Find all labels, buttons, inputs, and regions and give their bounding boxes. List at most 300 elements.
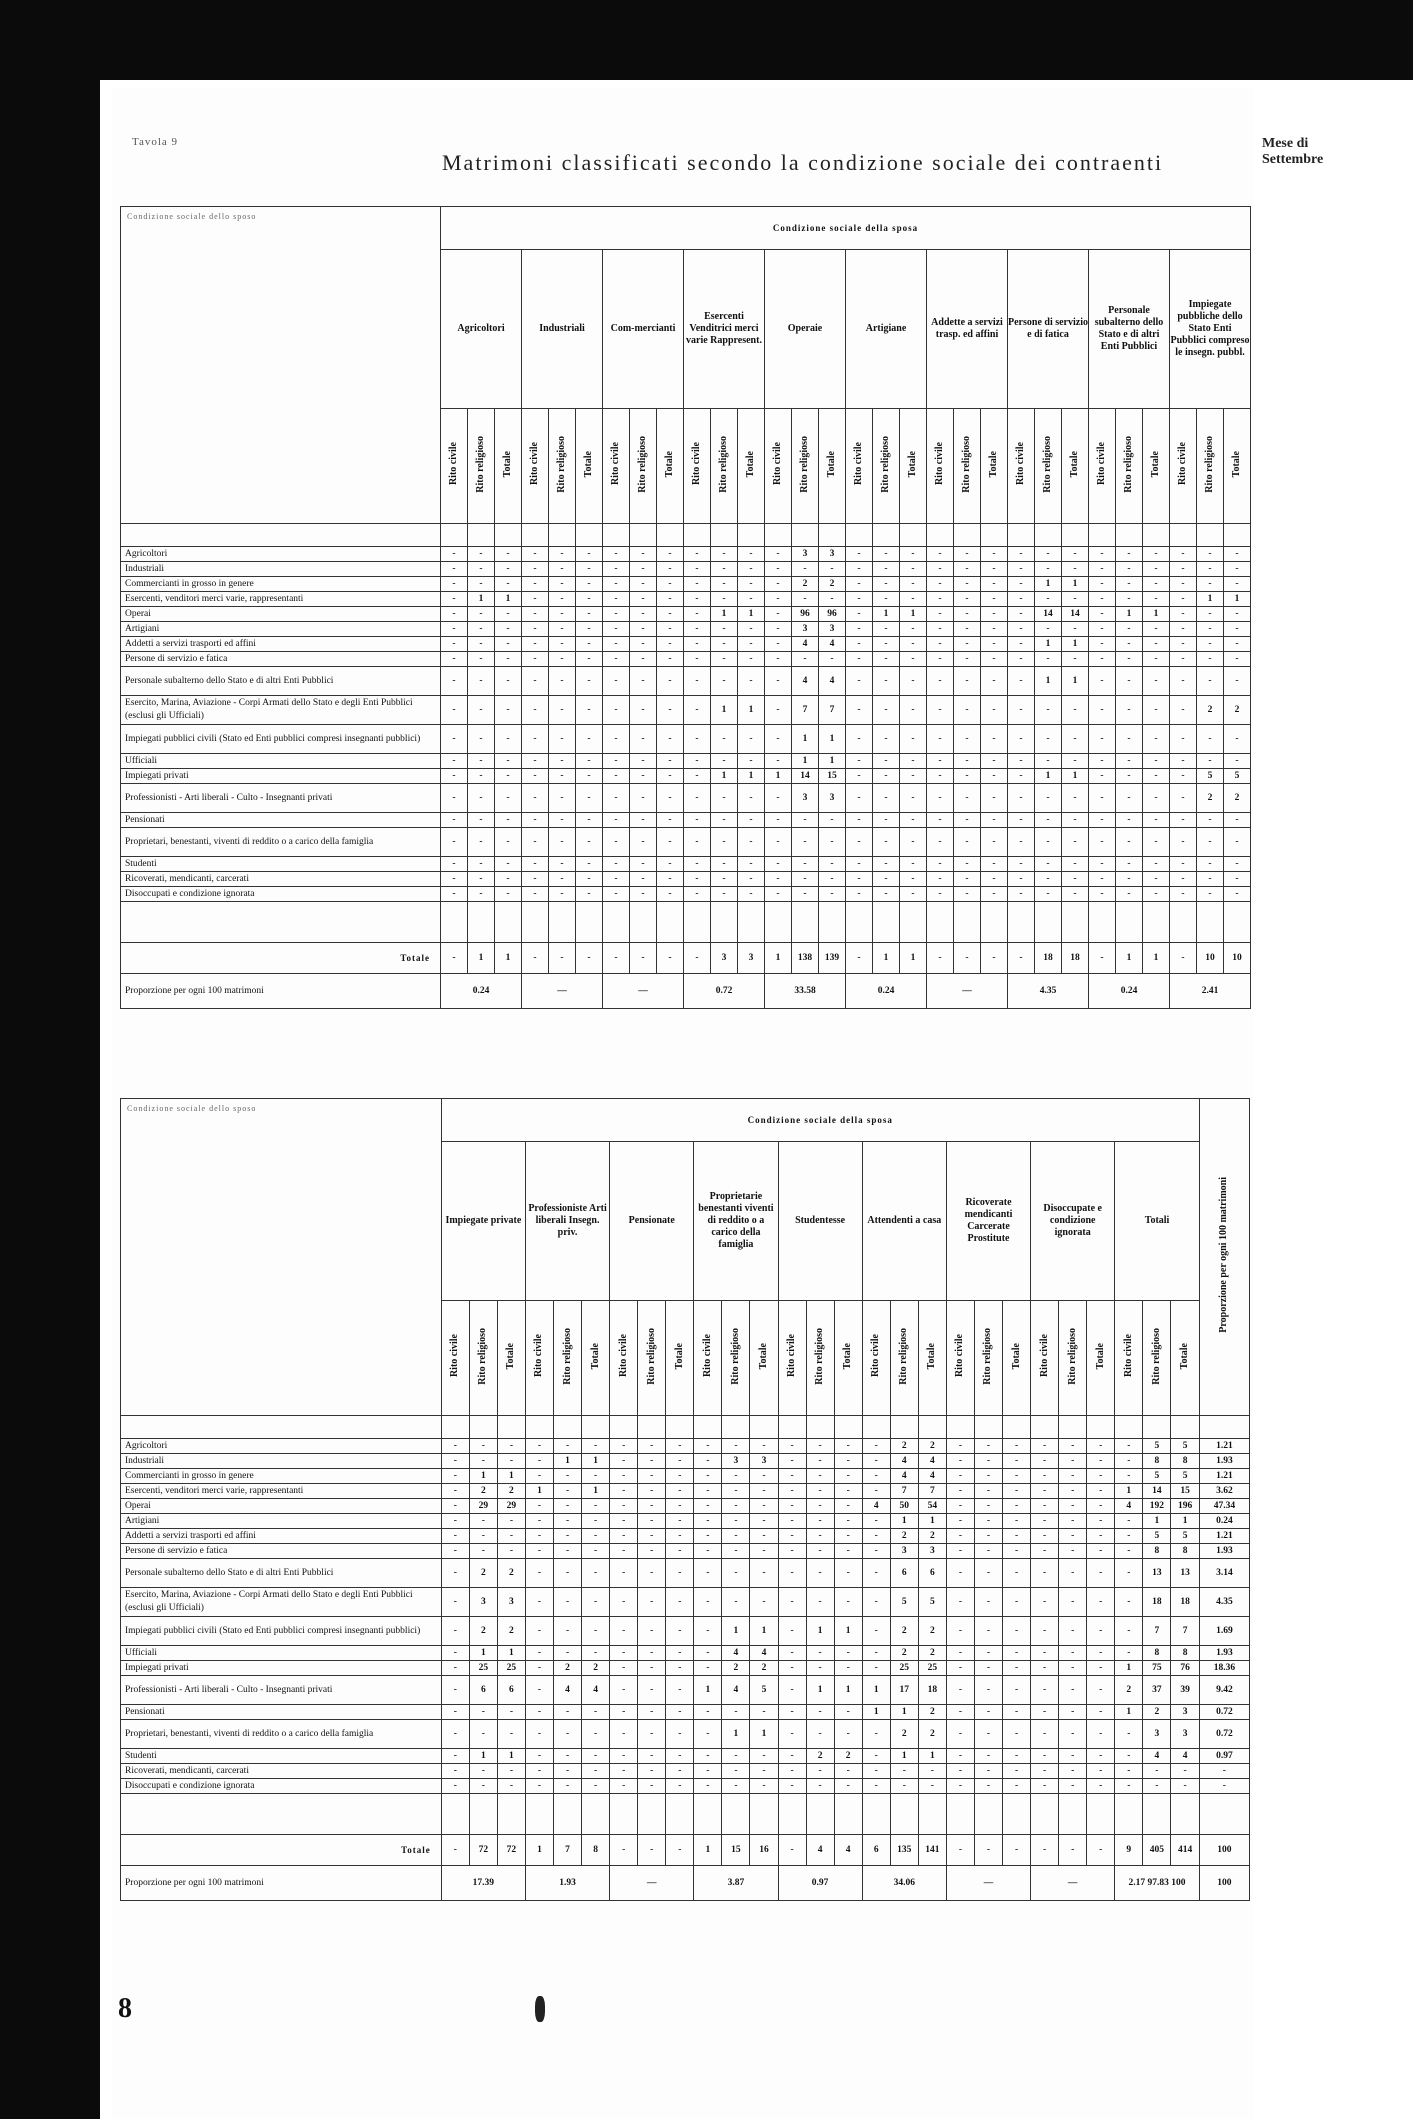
data-cell: - <box>657 622 684 637</box>
data-cell: - <box>1170 769 1197 784</box>
data-cell: - <box>873 562 900 577</box>
spacer-cell <box>469 1416 497 1439</box>
data-cell: - <box>927 547 954 562</box>
data-cell: - <box>1035 547 1062 562</box>
data-cell: - <box>638 1764 666 1779</box>
subcolumn-header <box>576 409 603 524</box>
proportion-cell: 17.39 <box>441 1866 525 1901</box>
data-cell: - <box>1035 887 1062 902</box>
data-cell: - <box>778 1749 806 1764</box>
data-cell: - <box>638 1544 666 1559</box>
data-cell: - <box>554 1439 582 1454</box>
data-cell: - <box>610 1661 638 1676</box>
total-cell: 1 <box>468 943 495 974</box>
data-cell: - <box>1035 592 1062 607</box>
data-cell: 5 <box>1197 769 1224 784</box>
spacer-cell <box>1116 902 1143 943</box>
data-cell: - <box>610 1617 638 1646</box>
total-cell: - <box>441 943 468 974</box>
data-cell: - <box>630 622 657 637</box>
data-cell: - <box>554 1514 582 1529</box>
subcolumn-label: Rito religioso <box>1123 435 1134 493</box>
data-cell: - <box>441 813 468 828</box>
data-cell: - <box>1059 1617 1087 1646</box>
spacer-cell <box>900 524 927 547</box>
subcolumn-label: Rito civile <box>870 1334 882 1378</box>
subcolumn-header <box>1062 409 1089 524</box>
data-cell: - <box>522 562 549 577</box>
spacer-cell <box>918 1794 946 1835</box>
page-number: 8 <box>118 1993 132 2024</box>
subcolumn-header <box>873 409 900 524</box>
data-cell: - <box>666 1588 694 1617</box>
data-cell: - <box>582 1559 610 1588</box>
data-cell: - <box>1197 828 1224 857</box>
subcolumn-label: Rito religioso <box>1150 1327 1162 1385</box>
data-cell: - <box>738 828 765 857</box>
data-cell: - <box>750 1544 778 1559</box>
spacer-cell <box>441 1794 469 1835</box>
data-cell: - <box>738 813 765 828</box>
spacer-cell <box>1170 524 1197 547</box>
data-cell: - <box>522 652 549 667</box>
data-cell: - <box>819 652 846 667</box>
data-cell: - <box>694 1661 722 1676</box>
data-cell: - <box>441 1617 469 1646</box>
spacer-cell <box>582 1794 610 1835</box>
data-cell: - <box>694 1646 722 1661</box>
subcolumn-label: Totale <box>1179 1342 1191 1370</box>
data-cell: - <box>1035 872 1062 887</box>
data-cell: 5 <box>1171 1439 1199 1454</box>
data-cell: - <box>1089 887 1116 902</box>
data-cell: - <box>1224 667 1251 696</box>
row-label: Ufficiali <box>121 754 441 769</box>
data-cell: - <box>582 1588 610 1617</box>
data-cell: - <box>1197 725 1224 754</box>
data-cell: - <box>974 1559 1002 1588</box>
row-label: Commercianti in grosso in genere <box>121 577 441 592</box>
data-cell: - <box>1008 828 1035 857</box>
subcolumn-label: Totale <box>502 450 513 478</box>
row-label: Artigiani <box>121 622 441 637</box>
data-cell: - <box>1059 1454 1087 1469</box>
data-cell: - <box>657 592 684 607</box>
data-cell: 14 <box>1062 607 1089 622</box>
data-cell: - <box>1059 1544 1087 1559</box>
data-cell: - <box>974 1454 1002 1469</box>
data-cell: - <box>1170 784 1197 813</box>
data-cell: 2 <box>806 1749 834 1764</box>
table-row <box>121 813 1251 828</box>
data-cell: - <box>549 652 576 667</box>
data-cell: - <box>638 1514 666 1529</box>
data-cell: - <box>1008 754 1035 769</box>
spacer-cell <box>525 1416 553 1439</box>
table-number: Tavola 9 <box>132 136 179 148</box>
data-cell: 96 <box>792 607 819 622</box>
data-cell: - <box>549 562 576 577</box>
proportion-column-label: Proporzione per ogni 100 matrimoni <box>1218 1177 1230 1333</box>
data-cell: - <box>468 547 495 562</box>
data-cell: 4 <box>819 637 846 652</box>
data-cell: - <box>738 667 765 696</box>
data-cell: - <box>806 1454 834 1469</box>
data-cell: 1 <box>1116 607 1143 622</box>
data-cell: - <box>582 1514 610 1529</box>
data-cell: - <box>1116 872 1143 887</box>
total-cell: - <box>666 1835 694 1866</box>
spacer-cell <box>1197 524 1224 547</box>
data-cell: - <box>441 1720 469 1749</box>
spacer-row <box>121 524 1251 547</box>
data-cell: - <box>610 1676 638 1705</box>
data-cell: - <box>711 622 738 637</box>
data-cell: - <box>1116 857 1143 872</box>
subcolumn-header <box>806 1301 834 1416</box>
data-cell: 75 <box>1143 1661 1171 1676</box>
data-cell: - <box>778 1676 806 1705</box>
data-cell: 7 <box>918 1484 946 1499</box>
proportion-cell: 3.87 <box>694 1866 778 1901</box>
column-header-6: Ricoverate mendicanti Carcerate Prostitute <box>946 1142 1030 1301</box>
data-cell: 2 <box>554 1661 582 1676</box>
data-cell: - <box>441 607 468 622</box>
data-cell: - <box>549 637 576 652</box>
data-cell: - <box>684 592 711 607</box>
data-cell: - <box>525 1646 553 1661</box>
data-cell: - <box>1089 622 1116 637</box>
data-cell: - <box>1087 1661 1115 1676</box>
spacer-cell <box>576 902 603 943</box>
data-cell: - <box>694 1720 722 1749</box>
data-cell: - <box>1035 784 1062 813</box>
data-cell: - <box>765 637 792 652</box>
table-row <box>121 1514 1250 1529</box>
data-cell: - <box>576 637 603 652</box>
data-cell: 5 <box>890 1588 918 1617</box>
data-cell: - <box>638 1705 666 1720</box>
total-cell: - <box>441 1835 469 1866</box>
data-cell: - <box>1008 667 1035 696</box>
data-cell: - <box>582 1646 610 1661</box>
data-cell: 1 <box>1035 577 1062 592</box>
data-cell: - <box>981 637 1008 652</box>
data-cell: 1 <box>1115 1484 1143 1499</box>
data-cell: - <box>765 828 792 857</box>
data-cell: - <box>927 872 954 887</box>
data-cell: - <box>1170 637 1197 652</box>
data-cell: - <box>554 1529 582 1544</box>
data-cell: - <box>638 1617 666 1646</box>
data-cell: 1 <box>711 607 738 622</box>
data-cell: - <box>694 1529 722 1544</box>
data-cell: - <box>1143 828 1170 857</box>
subcolumn-label: Totale <box>589 1342 601 1370</box>
subcolumn-header <box>1170 409 1197 524</box>
data-cell: - <box>1143 872 1170 887</box>
data-cell: - <box>610 1705 638 1720</box>
total-cell: 8 <box>582 1835 610 1866</box>
data-cell: - <box>778 1469 806 1484</box>
data-cell: - <box>927 696 954 725</box>
data-cell: - <box>1116 769 1143 784</box>
data-cell: - <box>1170 828 1197 857</box>
spacer-cell <box>1116 524 1143 547</box>
data-cell: - <box>610 1749 638 1764</box>
data-cell: - <box>974 1676 1002 1705</box>
row-header-label: Condizione sociale dello sposo <box>121 207 441 524</box>
data-cell: - <box>497 1705 525 1720</box>
data-cell: - <box>981 547 1008 562</box>
data-cell: - <box>1087 1469 1115 1484</box>
data-cell: 5 <box>750 1676 778 1705</box>
data-cell: - <box>630 784 657 813</box>
data-cell: 1 <box>792 754 819 769</box>
data-cell: - <box>468 652 495 667</box>
data-cell: - <box>1115 1720 1143 1749</box>
data-cell: - <box>468 769 495 784</box>
subcolumn-header <box>603 409 630 524</box>
table-row <box>121 562 1251 577</box>
data-cell: - <box>1008 637 1035 652</box>
subcolumn-header <box>468 409 495 524</box>
data-cell: - <box>900 784 927 813</box>
data-cell: - <box>750 1514 778 1529</box>
data-cell: - <box>638 1499 666 1514</box>
data-cell: - <box>525 1749 553 1764</box>
data-cell: 4 <box>890 1454 918 1469</box>
data-cell: - <box>806 1559 834 1588</box>
data-cell: - <box>525 1529 553 1544</box>
data-cell: 37 <box>1143 1676 1171 1705</box>
data-cell: - <box>981 667 1008 696</box>
data-cell: - <box>1003 1720 1031 1749</box>
subcolumn-label: Rito religioso <box>556 435 567 493</box>
data-cell: - <box>684 622 711 637</box>
data-cell: - <box>1008 696 1035 725</box>
data-cell: - <box>694 1469 722 1484</box>
data-cell: - <box>834 1646 862 1661</box>
data-cell: - <box>1003 1749 1031 1764</box>
data-cell: - <box>1031 1499 1059 1514</box>
table-row <box>121 872 1251 887</box>
data-cell: - <box>497 1439 525 1454</box>
data-cell: - <box>603 857 630 872</box>
data-cell: - <box>684 652 711 667</box>
table-row <box>121 769 1251 784</box>
data-cell: - <box>441 1499 469 1514</box>
data-cell: 1 <box>738 696 765 725</box>
subcolumn-header <box>927 409 954 524</box>
data-cell: - <box>630 872 657 887</box>
data-cell: - <box>549 784 576 813</box>
data-cell: - <box>468 872 495 887</box>
table-row <box>121 1454 1250 1469</box>
data-cell: - <box>638 1469 666 1484</box>
data-cell: - <box>792 592 819 607</box>
data-cell: - <box>1035 622 1062 637</box>
data-cell: - <box>1171 1764 1199 1779</box>
data-cell: - <box>549 813 576 828</box>
data-cell: - <box>1031 1588 1059 1617</box>
data-cell: - <box>1087 1617 1115 1646</box>
data-cell: - <box>1116 562 1143 577</box>
data-cell: 18 <box>1143 1588 1171 1617</box>
spacer-cell <box>525 1794 553 1835</box>
data-cell: - <box>554 1588 582 1617</box>
data-cell: - <box>1143 592 1170 607</box>
data-cell: - <box>610 1469 638 1484</box>
data-cell: - <box>1031 1454 1059 1469</box>
spacer-cell <box>750 1794 778 1835</box>
data-cell: - <box>1115 1514 1143 1529</box>
data-cell: - <box>900 828 927 857</box>
data-cell: - <box>603 622 630 637</box>
subcolumn-label: Rito civile <box>691 442 702 486</box>
data-cell: - <box>765 725 792 754</box>
data-cell: - <box>1115 1764 1143 1779</box>
data-cell: 4 <box>582 1676 610 1705</box>
data-cell: - <box>873 857 900 872</box>
data-cell: - <box>610 1646 638 1661</box>
spacer-cell <box>121 524 441 547</box>
total-cell: - <box>1003 1835 1031 1866</box>
column-header-6: Addette a servizi trasp. ed affini <box>927 250 1008 409</box>
data-cell: - <box>873 784 900 813</box>
data-cell: - <box>954 784 981 813</box>
data-cell: - <box>927 754 954 769</box>
data-cell: 1 <box>722 1720 750 1749</box>
subcolumn-header <box>495 409 522 524</box>
data-cell: - <box>846 622 873 637</box>
data-cell: - <box>778 1720 806 1749</box>
data-cell: - <box>554 1705 582 1720</box>
data-cell: - <box>974 1469 1002 1484</box>
total-cell: - <box>1008 943 1035 974</box>
row-header-label: Condizione sociale dello sposo <box>121 1099 442 1416</box>
data-cell: 2 <box>469 1559 497 1588</box>
column-header-7: Persone di servizio e di fatica <box>1008 250 1089 409</box>
spacer-cell <box>806 1416 834 1439</box>
total-cell: - <box>657 943 684 974</box>
data-cell: - <box>576 754 603 769</box>
document-page <box>112 88 1324 2119</box>
data-cell: - <box>468 725 495 754</box>
data-cell: - <box>846 828 873 857</box>
data-cell: 4 <box>1115 1499 1143 1514</box>
data-cell: - <box>1170 754 1197 769</box>
data-cell: - <box>722 1529 750 1544</box>
data-cell: - <box>1087 1544 1115 1559</box>
spacer-cell <box>1035 902 1062 943</box>
total-cell: 1 <box>1143 943 1170 974</box>
data-cell: - <box>722 1484 750 1499</box>
spacer-cell <box>750 1416 778 1439</box>
data-cell: 1 <box>862 1705 890 1720</box>
spacer-cell <box>873 524 900 547</box>
data-cell: - <box>638 1646 666 1661</box>
row-label: Impiegati pubblici civili (Stato ed Enti pubblici compresi insegnanti pubblici) <box>121 1617 442 1646</box>
spacer-cell <box>738 902 765 943</box>
data-cell: - <box>694 1779 722 1794</box>
data-cell: - <box>694 1749 722 1764</box>
data-cell: - <box>549 696 576 725</box>
data-cell: - <box>1089 592 1116 607</box>
subcolumn-label: Totale <box>826 450 837 478</box>
data-cell: - <box>549 547 576 562</box>
data-cell: - <box>819 592 846 607</box>
spacer-cell <box>981 902 1008 943</box>
data-cell: - <box>1087 1676 1115 1705</box>
data-cell: - <box>900 562 927 577</box>
data-cell: - <box>900 754 927 769</box>
data-cell: - <box>711 562 738 577</box>
spacer-cell <box>522 524 549 547</box>
data-cell: 14 <box>1035 607 1062 622</box>
spacer-cell <box>765 524 792 547</box>
data-cell: - <box>834 1661 862 1676</box>
row-label: Operai <box>121 607 441 622</box>
data-cell: - <box>694 1705 722 1720</box>
data-cell: - <box>522 725 549 754</box>
subcolumn-header <box>738 409 765 524</box>
data-cell: - <box>1197 562 1224 577</box>
data-cell: - <box>603 592 630 607</box>
data-cell: - <box>630 813 657 828</box>
subcolumn-header <box>469 1301 497 1416</box>
table-row <box>121 1779 1250 1794</box>
column-header-5: Attendenti a casa <box>862 1142 946 1301</box>
data-cell: - <box>1143 857 1170 872</box>
data-cell: - <box>657 887 684 902</box>
data-cell: - <box>946 1676 974 1705</box>
data-cell: - <box>638 1676 666 1705</box>
data-cell: - <box>765 547 792 562</box>
data-cell: 4 <box>1143 1749 1171 1764</box>
proportion-row <box>121 1866 1250 1901</box>
data-cell: - <box>1143 1764 1171 1779</box>
data-cell: - <box>1031 1676 1059 1705</box>
data-cell: - <box>1089 562 1116 577</box>
data-cell: - <box>900 857 927 872</box>
data-cell: - <box>666 1764 694 1779</box>
ink-smudge <box>535 1996 545 2022</box>
proportion-column-header <box>1199 1099 1249 1416</box>
data-cell: - <box>1031 1469 1059 1484</box>
data-cell: - <box>441 1559 469 1588</box>
table-row <box>121 1661 1250 1676</box>
data-cell: - <box>738 547 765 562</box>
data-cell: - <box>1008 725 1035 754</box>
proportion-cell: 0.97 <box>778 1866 862 1901</box>
data-cell: - <box>834 1454 862 1469</box>
data-cell: - <box>684 828 711 857</box>
data-cell: - <box>603 696 630 725</box>
proportion-cell: 0.24 <box>1089 974 1170 1009</box>
data-cell: - <box>900 813 927 828</box>
subcolumn-header <box>1003 1301 1031 1416</box>
data-cell: - <box>792 813 819 828</box>
data-cell: - <box>1224 607 1251 622</box>
data-cell: - <box>603 784 630 813</box>
row-label: Esercenti, venditori merci varie, rappresentanti <box>121 592 441 607</box>
data-cell: 1 <box>890 1749 918 1764</box>
data-cell: - <box>1224 828 1251 857</box>
data-cell: - <box>1087 1749 1115 1764</box>
data-cell: - <box>1170 725 1197 754</box>
spacer-cell <box>1059 1794 1087 1835</box>
